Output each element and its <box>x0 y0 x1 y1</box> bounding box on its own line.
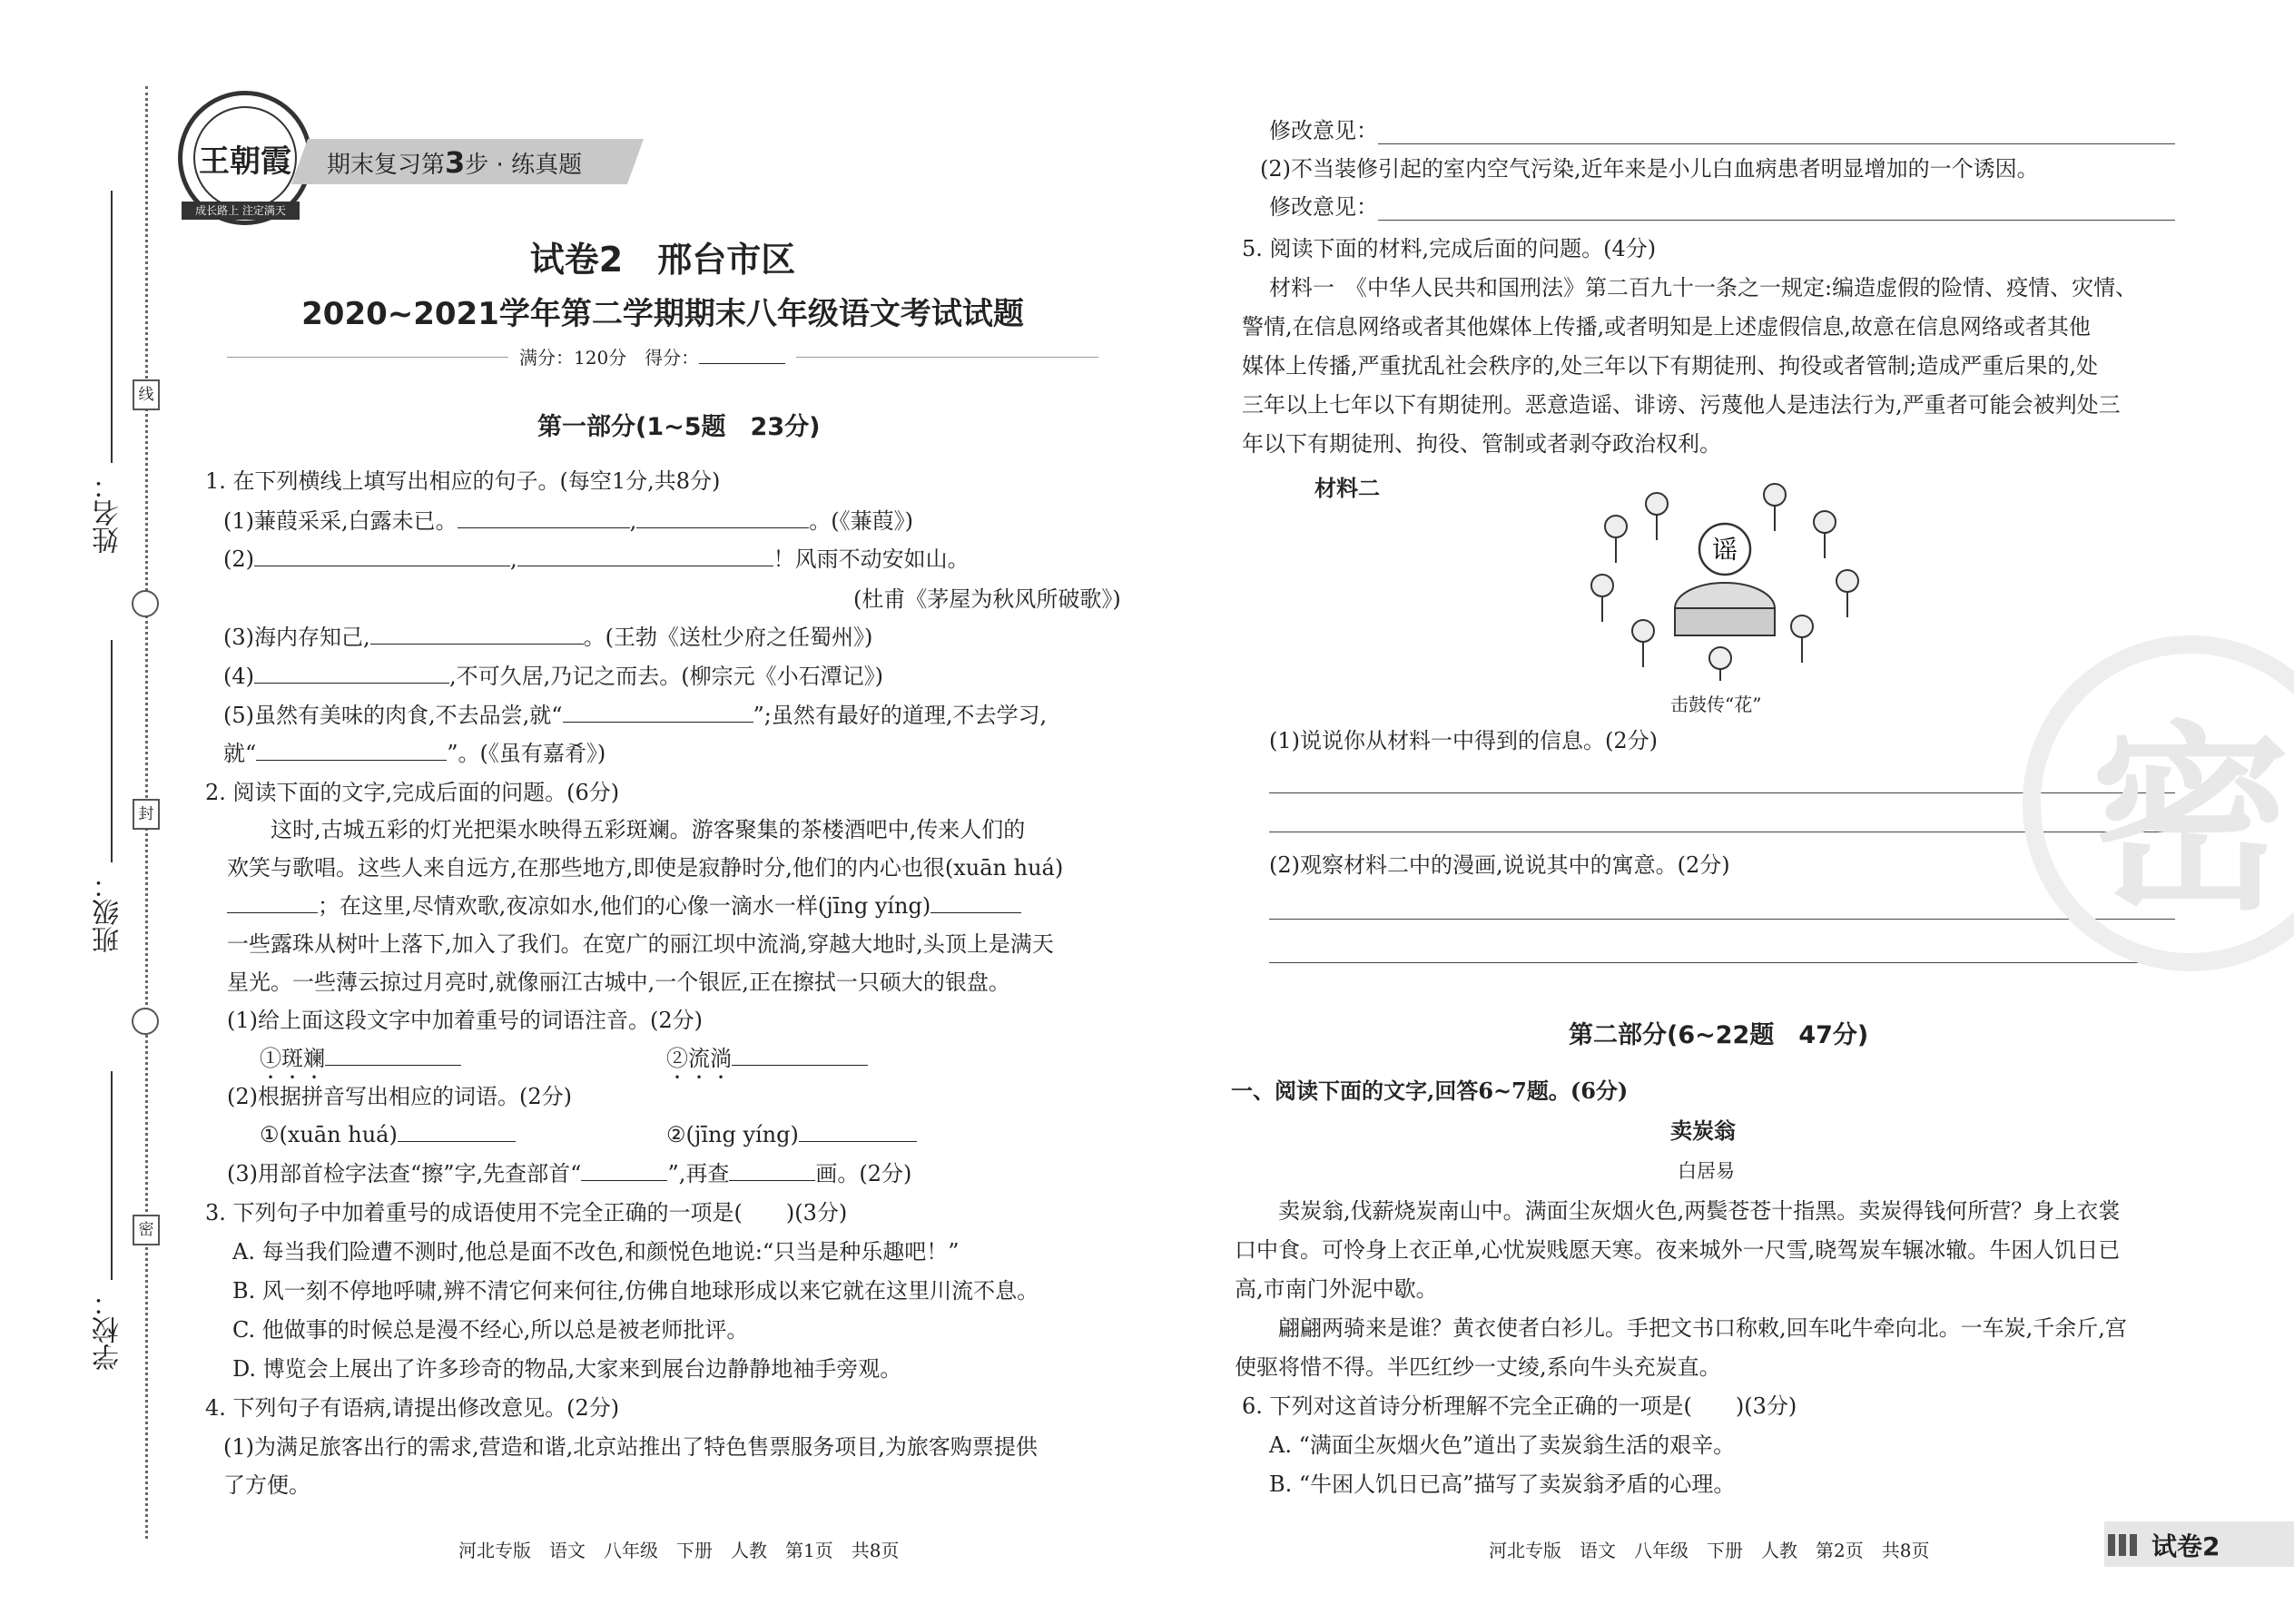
q2-passage-line3: ；在这里,尽情欢歌,夜凉如水,他们的心像一滴水一样(jīng yíng) <box>227 891 1021 920</box>
answer-blank[interactable] <box>227 892 318 913</box>
q5-sub2: (2)观察材料二中的漫画,说说其中的寓意。(2分) <box>1269 852 1730 878</box>
name-field-line[interactable] <box>111 191 113 463</box>
poem-author: 白居易 <box>1678 1160 1735 1182</box>
revise-label-1: 修改意见： <box>1269 118 1378 143</box>
q2-sub3: (3)用部首检字法查“擦”字,先查部首“ ”,再查 画。(2分) <box>227 1161 912 1186</box>
tab-decoration <box>2108 1534 2139 1556</box>
banner-label: 期末复习第3步 · 练真题 <box>327 145 583 180</box>
binding-tag-xian: 线 <box>133 379 160 410</box>
q2-sub1: (1)给上面这段文字中加着重号的词语注音。(2分) <box>227 1008 703 1033</box>
q6-option-b[interactable]: B. “牛困人饥日已高”描写了卖炭翁矛盾的心理。 <box>1269 1471 1736 1497</box>
q6-stem: 6. 下列对这首诗分析理解不完全正确的一项是( )(3分) <box>1242 1393 1797 1419</box>
q3-option-b[interactable]: B. 风一刻不停地呼啸,辨不清它何来何往,仿佛自地球形成以来它就在这里川流不息。 <box>232 1278 1039 1304</box>
page-footer-left: 河北专版 语文 八年级 下册 人教 第1页 共8页 <box>458 1540 900 1561</box>
q4-sentence2: (2)不当装修引起的室内空气污染,近年来是小儿白血病患者明显增加的一个诱因。 <box>1260 156 2039 182</box>
answer-blank[interactable] <box>458 507 630 528</box>
answer-blank[interactable] <box>517 546 773 566</box>
q1-line4: (4) ,不可久居,乃记之而去。(柳宗元《小石潭记》) <box>223 664 883 689</box>
cartoon-caption: 击鼓传“花” <box>1670 694 1762 715</box>
revise-line-1[interactable] <box>1378 143 2175 144</box>
school-field-label: 学校： <box>93 1289 124 1371</box>
answer-blank[interactable] <box>563 702 753 723</box>
q1-line5b: 就“ ”。(《虽有嘉肴》) <box>223 741 606 766</box>
q2-passage-line5: 星光。一些薄云掠过月亮时,就像丽江古城中,一个银匠,正在擦拭一只硕大的银盘。 <box>227 969 1010 995</box>
q2-sub2-a: ①(xuān huá) <box>260 1120 516 1149</box>
section1-title: 一、阅读下面的文字,回答6~7题。(6分) <box>1231 1078 1629 1104</box>
logo-text: 王朝霞 <box>193 106 297 210</box>
answer-blank[interactable] <box>930 892 1021 913</box>
answer-blank[interactable] <box>799 1121 917 1142</box>
answer-blank[interactable] <box>325 1045 461 1066</box>
name-field-label: 姓名： <box>93 472 124 554</box>
q1-line5: (5)虽然有美味的肉食,不去品尝,就“ ”;虽然有最好的道理,不去学习, <box>223 703 1048 728</box>
exam-tab-label: 试卷2 <box>2151 1531 2220 1561</box>
q4-stem: 4. 下列句子有语病,请提出修改意见。(2分) <box>205 1395 620 1421</box>
score-label: 满分：120分 得分： <box>508 343 796 369</box>
binding-hole <box>132 1008 159 1035</box>
q2-sub2: (2)根据拼音写出相应的词语。(2分) <box>227 1084 572 1109</box>
poem-line1: 卖炭翁,伐薪烧炭南山中。满面尘灰烟火色,两鬓苍苍十指黑。卖炭得钱何所营？身上衣裳 <box>1278 1198 2121 1224</box>
answer-blank[interactable] <box>729 1160 815 1181</box>
answer-blank[interactable] <box>254 663 449 684</box>
poem-line4: 翩翩两骑来是谁？黄衣使者白衫儿。手把文书口称敕,回车叱牛牵向北。一车炭,千余斤,宫 <box>1278 1315 2127 1341</box>
q5-sub1: (1)说说你从材料一中得到的信息。(2分) <box>1269 728 1658 753</box>
poem-line3: 高,市南门外泥中歇。 <box>1235 1276 1438 1302</box>
answer-blank[interactable] <box>732 1045 868 1066</box>
material1-line2: 警情,在信息网络或者其他媒体上传播,或者明知是上述虚假信息,故意在信息网络或者其他 <box>1242 314 2091 340</box>
material1-line4: 三年以上七年以下有期徒刑。恶意造谣、诽谤、污蔑他人是违法行为,严重者可能会被判处三 <box>1242 392 2121 418</box>
q5-stem: 5. 阅读下面的材料,完成后面的问题。(4分) <box>1242 236 1657 261</box>
material1-line5: 年以下有期徒刑、拘役、管制或者剥夺政治权利。 <box>1242 431 1721 457</box>
answer-blank[interactable] <box>256 740 447 761</box>
binding-tag-mi: 密 <box>133 1215 160 1245</box>
answer-blank[interactable] <box>398 1121 516 1142</box>
answer-line[interactable] <box>1269 962 2175 963</box>
q2-sub1-b: ②流淌 <box>666 1044 868 1084</box>
watermark-seal: 密 <box>2023 635 2294 971</box>
poem-title: 卖炭翁 <box>1670 1117 1736 1144</box>
q6-option-a[interactable]: A. “满面尘灰烟火色”道出了卖炭翁生活的艰辛。 <box>1269 1432 1736 1458</box>
q1-line1: (1)蒹葭采采,白露未已。 , 。(《蒹葭》) <box>223 508 913 534</box>
binding-tag-feng: 封 <box>133 799 160 830</box>
q2-passage-line2: 欢笑与歌唱。这些人来自远方,在那些地方,即使是寂静时分,他们的内心也很(xuān huá) <box>227 855 1064 881</box>
binding-hole <box>132 590 159 617</box>
q4-sentence1-cont: 了方便。 <box>223 1472 310 1498</box>
q2-sub2-b: ②(jīng yíng) <box>666 1120 917 1149</box>
poem-line2: 口中食。可怜身上衣正单,心忧炭贱愿天寒。夜来城外一尺雪,晓驾炭车辗冰辙。牛困人饥日已 <box>1235 1237 2121 1263</box>
poem-line5: 使驱将惜不得。半匹红纱一丈绫,系向牛头充炭直。 <box>1235 1354 1721 1380</box>
q3-option-a[interactable]: A. 每当我们险遭不测时,他总是面不改色,和颜悦色地说:“只当是种乐趣吧！” <box>232 1239 960 1265</box>
revise-label-2: 修改意见： <box>1269 194 1378 220</box>
q2-passage-line1: 这时,古城五彩的灯光把渠水映得五彩斑斓。游客聚集的茶楼酒吧中,传来人们的 <box>271 817 1026 842</box>
q2-sub1-a: ①斑斓 <box>260 1044 461 1084</box>
answer-blank[interactable] <box>581 1160 667 1181</box>
school-field-line[interactable] <box>111 1071 113 1280</box>
answer-blank[interactable] <box>636 507 809 528</box>
material2-label: 材料二 <box>1314 475 1380 501</box>
exam-subtitle: 2020~2021学年第二学期期末八年级语文考试试题 <box>301 296 1024 332</box>
q3-option-c[interactable]: C. 他做事的时候总是漫不经心,所以总是被老师批评。 <box>232 1317 749 1343</box>
part2-title: 第二部分(6~22题 47分) <box>1569 1021 1869 1049</box>
q1-stem: 1. 在下列横线上填写出相应的句子。(每空1分,共8分) <box>205 468 721 494</box>
q1-line2-source: (杜甫《茅屋为秋风所破歌》) <box>853 586 1121 612</box>
q4-sentence1: (1)为满足旅客出行的需求,营造和谐,北京站推出了特色售票服务项目,为旅客购票提供 <box>223 1434 1038 1460</box>
answer-blank[interactable] <box>370 624 584 645</box>
revise-line-2[interactable] <box>1378 220 2175 221</box>
q3-stem: 3. 下列句子中加着重号的成语使用不完全正确的一项是( )(3分) <box>205 1200 848 1225</box>
cartoon-rumor-label: 谣 <box>1711 535 1738 565</box>
q3-option-d[interactable]: D. 博览会上展出了许多珍奇的物品,大家来到展台边静静地袖手旁观。 <box>232 1356 902 1382</box>
answer-blank[interactable] <box>254 546 510 566</box>
part1-title: 第一部分(1~5题 23分) <box>537 413 821 441</box>
answer-line[interactable] <box>1269 919 2175 920</box>
page-footer-right: 河北专版 语文 八年级 下册 人教 第2页 共8页 <box>1489 1540 1930 1561</box>
class-field-label: 班级： <box>93 871 124 953</box>
cartoon-drum-illustration <box>1580 472 1870 681</box>
material1-line3: 媒体上传播,严重扰乱社会秩序的,处三年以下有期徒刑、拘役或者管制;造成严重后果的,处 <box>1242 353 2098 379</box>
q2-passage-line4: 一些露珠从树叶上落下,加入了我们。在宽广的丽江坝中流淌,穿越大地时,头顶上是满天 <box>227 931 1054 957</box>
score-blank[interactable] <box>699 347 785 364</box>
material1-line1: 材料一 《中华人民共和国刑法》第二百九十一条之一规定:编造虚假的险情、疫情、灾情、 <box>1269 275 2138 300</box>
class-field-line[interactable] <box>111 640 113 862</box>
q2-stem: 2. 阅读下面的文字,完成后面的问题。(6分) <box>205 780 620 805</box>
exam-title: 试卷2 邢台市区 <box>529 240 796 280</box>
q1-line2: (2) , ！风雨不动安如山。 <box>223 546 970 572</box>
q1-line3: (3)海内存知己, 。(王勃《送杜少府之任蜀州》) <box>223 625 873 650</box>
logo-slogan: 成长路上 注定满天 <box>182 202 300 220</box>
